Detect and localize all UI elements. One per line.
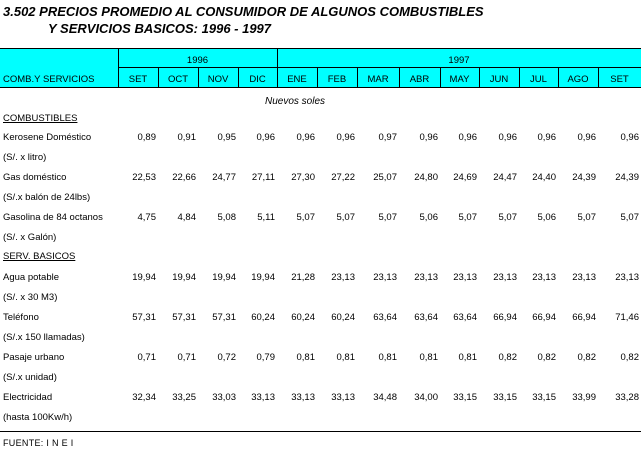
row-label: Gasolina de 84 octanos	[3, 212, 103, 223]
header-month-2: OCT	[167, 74, 189, 85]
table-cell: 66,94	[493, 312, 517, 323]
header-month-divider	[357, 67, 358, 87]
table-cell: 0,82	[620, 352, 639, 363]
table-cell: 34,48	[373, 392, 397, 403]
table-cell: 19,94	[251, 272, 275, 283]
header-month-10: JUN	[489, 74, 509, 85]
table-cell: 0,81	[296, 352, 315, 363]
table-cell: 23,13	[373, 272, 397, 283]
table-cell: 0,96	[336, 132, 355, 143]
table-cell: 5,08	[217, 212, 236, 223]
row-unit-label: (S/. x 30 M3)	[3, 292, 58, 303]
table-cell: 0,96	[498, 132, 517, 143]
header-month-divider	[440, 67, 441, 87]
table-cell: 33,28	[615, 392, 639, 403]
table-cell: 23,13	[572, 272, 596, 283]
table-cell: 33,13	[251, 392, 275, 403]
header-month-4: DIC	[249, 74, 266, 85]
table-title-line1: 3.502 PRECIOS PROMEDIO AL CONSUMIDOR DE ALGUNOS COMBUSTIBLES	[3, 4, 484, 19]
table-cell: 21,28	[291, 272, 315, 283]
table-cell: 33,13	[291, 392, 315, 403]
row-label: Pasaje urbano	[3, 352, 65, 363]
table-cell: 27,30	[291, 172, 315, 183]
table-cell: 24,39	[615, 172, 639, 183]
table-cell: 24,77	[212, 172, 236, 183]
header-month-divider	[399, 67, 400, 87]
table-cell: 0,97	[378, 132, 397, 143]
header-month-13: SET	[610, 74, 629, 85]
table-cell: 57,31	[132, 312, 156, 323]
table-cell: 33,15	[453, 392, 477, 403]
table-cell: 33,15	[493, 392, 517, 403]
table-cell: 66,94	[532, 312, 556, 323]
header-month-1: SET	[128, 74, 148, 85]
table-cell: 0,96	[296, 132, 315, 143]
table-cell: 57,31	[212, 312, 236, 323]
row-unit-label: (S/. x Galón)	[3, 232, 57, 243]
table-cell: 63,64	[373, 312, 397, 323]
table-cell: 22,66	[172, 172, 196, 183]
table-cell: 4,75	[137, 212, 156, 223]
header-month-7: MAR	[367, 74, 389, 85]
table-cell: 5,07	[458, 212, 477, 223]
table-cell: 5,07	[336, 212, 355, 223]
header-month-divider	[158, 67, 159, 87]
footer-rule	[0, 431, 641, 432]
section-combustibles: COMBUSTIBLES	[3, 113, 78, 124]
header-month-divider	[598, 67, 599, 87]
table-cell: 5,07	[620, 212, 639, 223]
table-cell: 0,81	[336, 352, 355, 363]
table-cell: 19,94	[172, 272, 196, 283]
row-label: Agua potable	[3, 272, 59, 283]
table-cell: 22,53	[132, 172, 156, 183]
table-cell: 0,82	[498, 352, 517, 363]
table-cell: 71,46	[615, 312, 639, 323]
header-month-12: AGO	[567, 74, 589, 85]
table-cell: 0,96	[256, 132, 275, 143]
table-cell: 0,91	[177, 132, 196, 143]
table-cell: 24,80	[414, 172, 438, 183]
table-cell: 63,64	[414, 312, 438, 323]
header-month-8: ABR	[409, 74, 430, 85]
table-cell: 5,11	[257, 212, 275, 223]
row-label: Gas doméstico	[3, 172, 67, 183]
table-cell: 0,96	[419, 132, 438, 143]
row-label: Electricidad	[3, 392, 53, 403]
table-cell: 0,95	[217, 132, 236, 143]
table-cell: 5,07	[296, 212, 315, 223]
table-cell: 24,47	[493, 172, 517, 183]
table-cell: 24,40	[532, 172, 556, 183]
table-cell: 60,24	[331, 312, 355, 323]
table-cell: 33,15	[532, 392, 556, 403]
table-cell: 66,94	[572, 312, 596, 323]
table-cell: 23,13	[532, 272, 556, 283]
table-cell: 5,07	[577, 212, 596, 223]
header-year-rule	[118, 67, 641, 68]
table-cell: 0,81	[378, 352, 397, 363]
header-year-1996: 1996	[186, 55, 209, 66]
row-label: Kerosene Doméstico	[3, 132, 92, 143]
header-month-divider	[519, 67, 520, 87]
table-cell: 33,99	[572, 392, 596, 403]
table-cell: 63,64	[453, 312, 477, 323]
header-month-11: JUL	[530, 74, 547, 85]
header-month-divider	[479, 67, 480, 87]
table-title-line2: Y SERVICIOS BASICOS: 1996 - 1997	[48, 21, 272, 36]
table-cell: 19,94	[212, 272, 236, 283]
row-unit-label: (S/.x 150 llamadas)	[3, 332, 85, 343]
header-month-6: FEB	[327, 74, 347, 85]
header-month-divider	[198, 67, 199, 87]
header-top-rule	[0, 48, 641, 49]
header-bottom-rule	[0, 87, 641, 88]
table-cell: 0,96	[458, 132, 477, 143]
row-unit-label: (S/.x balón de 24lbs)	[3, 192, 91, 203]
header-month-9: MAY	[449, 74, 470, 85]
table-cell: 0,71	[137, 352, 156, 363]
table-cell: 60,24	[291, 312, 315, 323]
table-cell: 0,82	[577, 352, 596, 363]
table-cell: 33,13	[331, 392, 355, 403]
table-cell: 0,82	[537, 352, 556, 363]
header-month-3: NOV	[207, 74, 229, 85]
table-cell: 0,72	[217, 352, 236, 363]
header-month-divider	[558, 67, 559, 87]
table-cell: 33,25	[172, 392, 196, 403]
table-cell: 0,71	[177, 352, 196, 363]
row-unit-label: (hasta 100Kw/h)	[3, 412, 73, 423]
header-row-label: COMB.Y SERVICIOS	[3, 74, 95, 85]
row-unit-label: (S/. x litro)	[3, 152, 47, 163]
row-label: Teléfono	[3, 312, 39, 323]
table-cell: 60,24	[251, 312, 275, 323]
table-cell: 34,00	[414, 392, 438, 403]
table-cell: 0,96	[537, 132, 556, 143]
table-cell: 27,22	[331, 172, 355, 183]
header-month-5: ENE	[287, 74, 307, 85]
table-cell: 33,03	[212, 392, 236, 403]
table-cell: 23,13	[615, 272, 639, 283]
table-cell: 5,06	[419, 212, 438, 223]
table-cell: 19,94	[132, 272, 156, 283]
table-cell: 27,11	[251, 172, 275, 183]
table-cell: 4,84	[177, 212, 196, 223]
table-cell: 0,89	[137, 132, 156, 143]
header-year-1997: 1997	[448, 55, 470, 66]
table-cell: 0,81	[419, 352, 438, 363]
table-cell: 24,69	[453, 172, 477, 183]
table-cell: 5,07	[498, 212, 517, 223]
table-cell: 5,07	[378, 212, 397, 223]
table-cell: 57,31	[172, 312, 196, 323]
header-month-divider	[317, 67, 318, 87]
table-cell: 5,06	[537, 212, 556, 223]
table-cell: 32,34	[132, 392, 156, 403]
table-cell: 0,96	[577, 132, 596, 143]
header-month-divider	[238, 67, 239, 87]
table-cell: 23,13	[414, 272, 438, 283]
source-note: FUENTE: I N E I	[3, 438, 74, 448]
table-cell: 0,81	[458, 352, 477, 363]
table-cell: 24,39	[572, 172, 596, 183]
section-servicios-basicos: SERV. BASICOS	[3, 251, 76, 262]
row-unit-label: (S/.x unidad)	[3, 372, 57, 383]
table-cell: 0,79	[256, 352, 275, 363]
table-cell: 25,07	[373, 172, 397, 183]
table-cell: 23,13	[493, 272, 517, 283]
table-cell: 23,13	[331, 272, 355, 283]
table-cell: 23,13	[453, 272, 477, 283]
unit-label: Nuevos soles	[265, 96, 326, 107]
table-cell: 0,96	[620, 132, 639, 143]
